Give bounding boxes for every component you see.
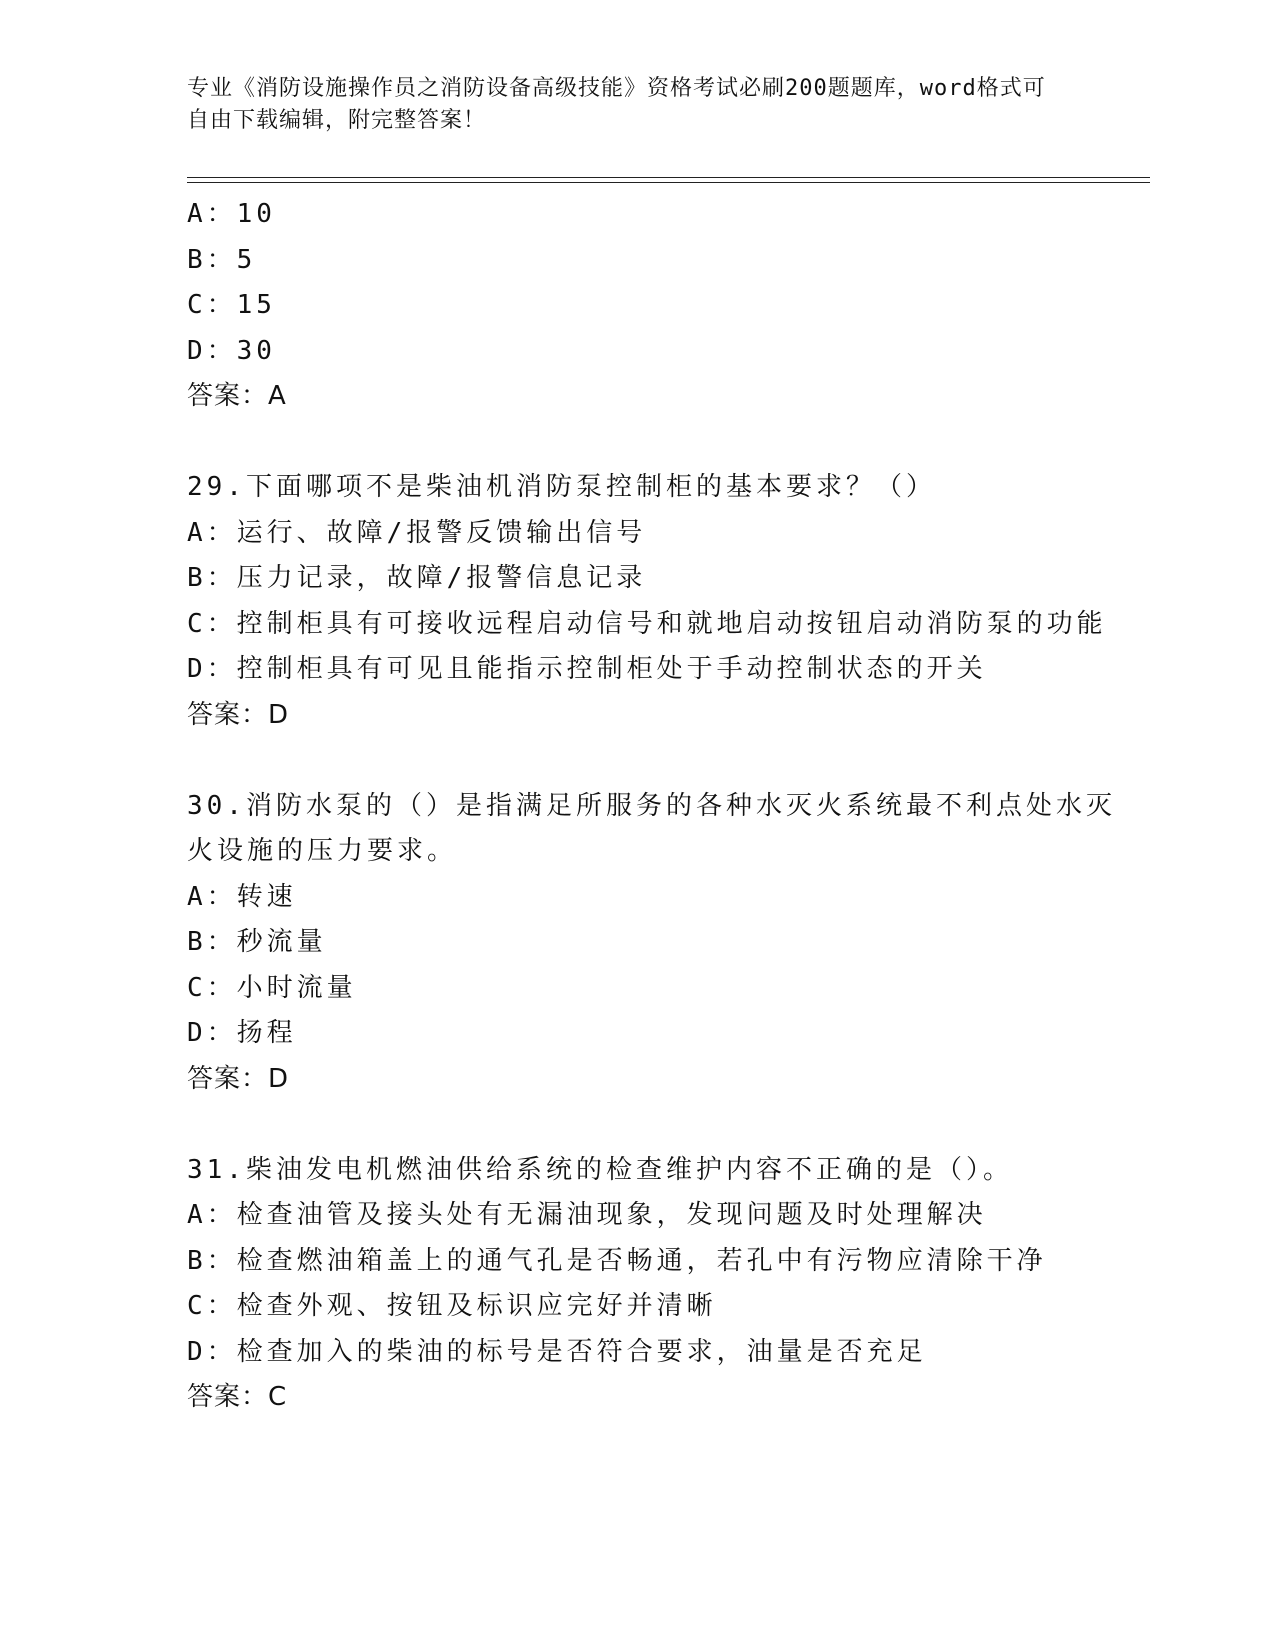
question-stem-continued: 火设施的压力要求。 (187, 836, 458, 866)
option-d: D：控制柜具有可见且能指示控制柜处于手动控制状态的开关 (187, 654, 987, 684)
answer-line: 答案：C (187, 1382, 288, 1412)
option-a: A：检查油管及接头处有无漏油现象，发现问题及时处理解决 (187, 1200, 987, 1230)
answer-line: 答案：D (187, 699, 290, 730)
spacer (187, 738, 1087, 784)
document-header (187, 73, 1067, 137)
option-b: B：压力记录，故障/报警信息记录 (187, 563, 647, 593)
question-31 (187, 1148, 1087, 1421)
option-c: C：15 (187, 290, 276, 320)
answer-line: 答案：D (187, 1063, 290, 1094)
option-c: C：检查外观、按钮及标识应完好并清晰 (187, 1291, 717, 1321)
question-stem: 30.消防水泵的（）是指满足所服务的各种水灭火系统最不利点处水灭 (187, 790, 1116, 821)
header-title: 专业《消防设施操作员之消防设备高级技能》资格考试必刷200题题库，word格式可自由下载编辑，附完整答案！ (187, 76, 1046, 133)
option-b: B：检查燃油箱盖上的通气孔是否畅通，若孔中有污物应清除干净 (187, 1245, 1047, 1276)
spacer (187, 1102, 1087, 1148)
spacer (187, 420, 1087, 466)
question-stem: 31.柴油发电机燃油供给系统的检查维护内容不正确的是（）。 (187, 1154, 1013, 1185)
option-b: B：5 (187, 244, 257, 275)
option-a: A：转速 (187, 881, 297, 912)
option-c: C：小时流量 (187, 972, 357, 1003)
option-d: D：扬程 (187, 1018, 297, 1048)
option-a: A：10 (187, 199, 276, 229)
document-body (187, 192, 1116, 1421)
option-a: A：运行、故障/报警反馈输出信号 (187, 517, 647, 548)
question-28-continuation (187, 192, 1087, 420)
option-d: D：30 (187, 335, 276, 366)
header-divider-bottom (187, 182, 1150, 183)
question-30 (187, 784, 1116, 1103)
option-d: D：检查加入的柴油的标号是否符合要求，油量是否充足 (187, 1336, 927, 1367)
option-b: B：秒流量 (187, 927, 327, 957)
question-stem: 29.下面哪项不是柴油机消防泵控制柜的基本要求？（） (187, 472, 936, 502)
question-29 (187, 465, 1107, 738)
option-c: C：控制柜具有可接收远程启动信号和就地启动按钮启动消防泵的功能 (187, 608, 1107, 639)
answer-line: 答案：A (187, 381, 287, 411)
header-divider-top (187, 177, 1150, 178)
